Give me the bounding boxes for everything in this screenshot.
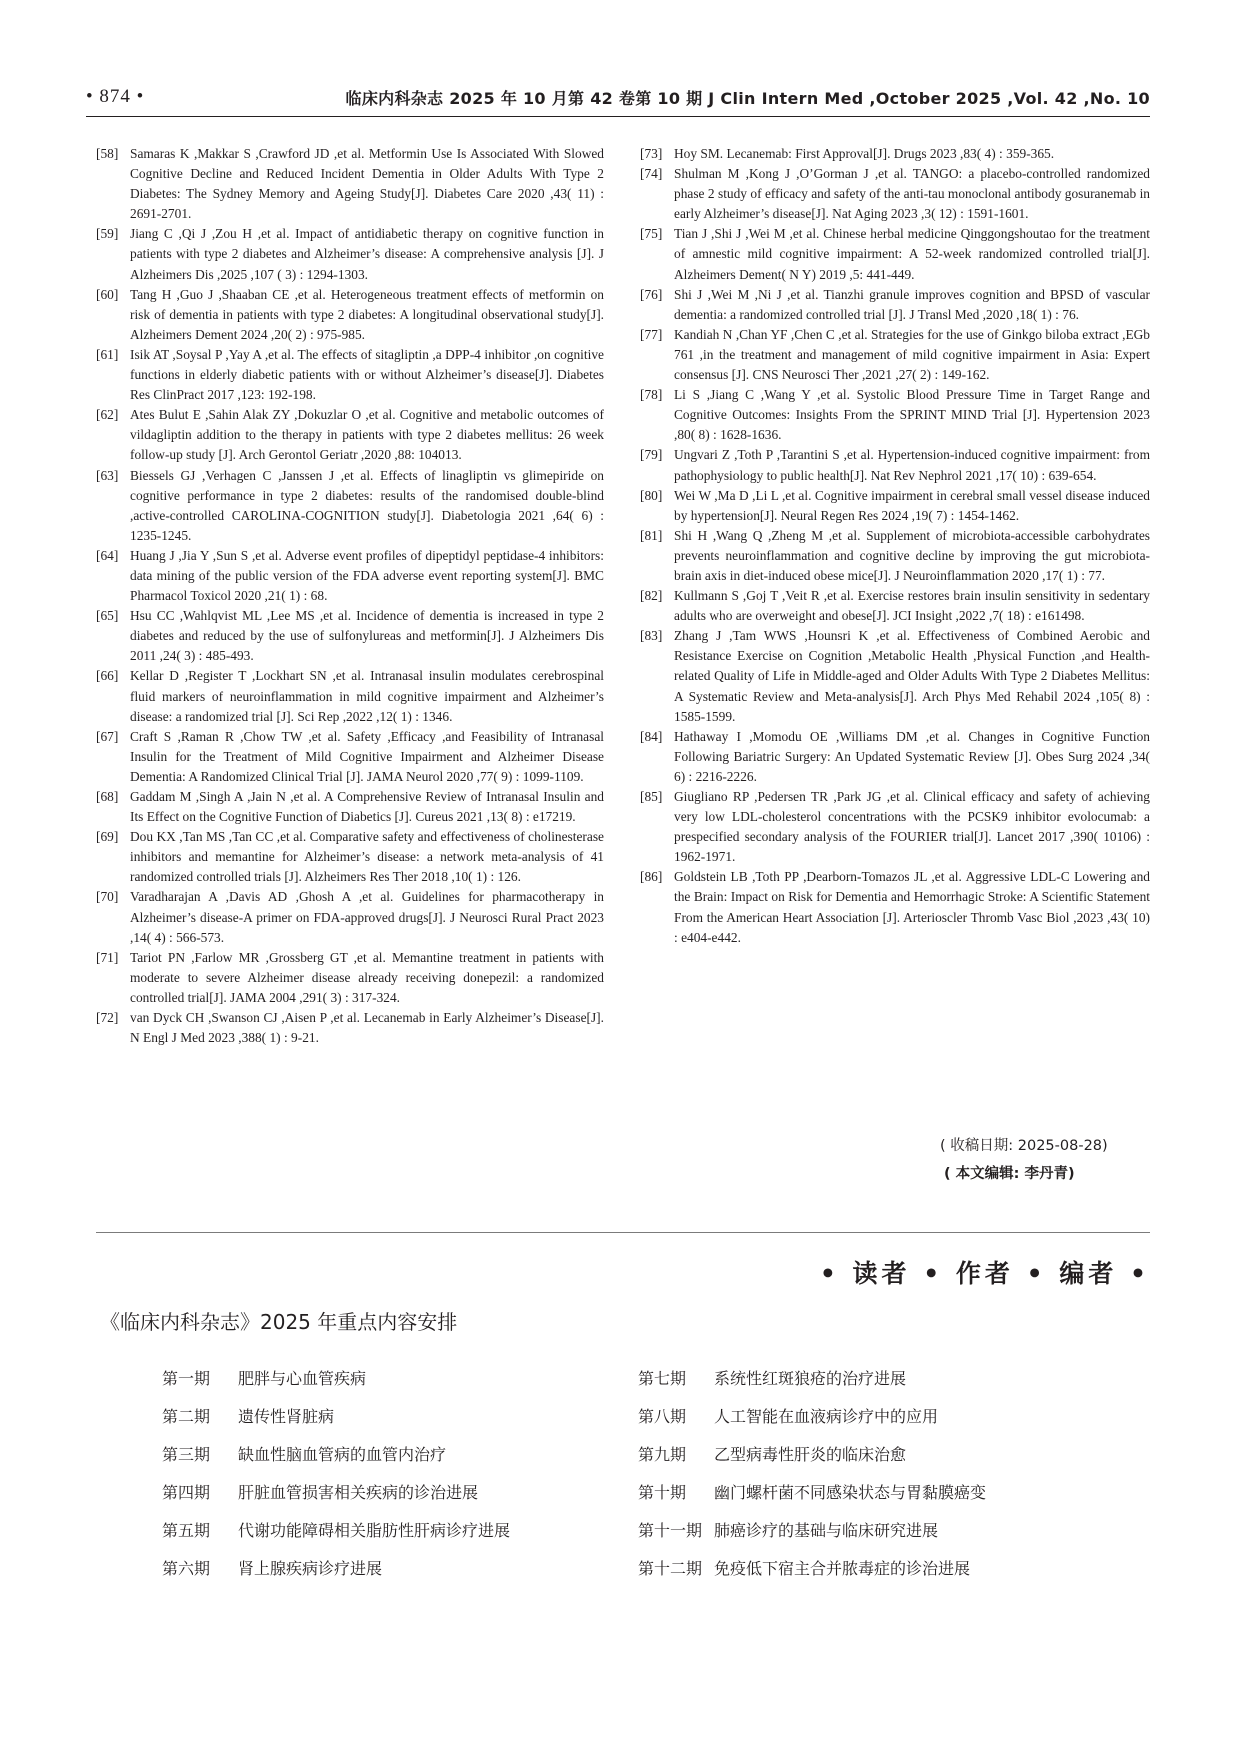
page-number: • 874 • <box>86 86 145 107</box>
reference-item <box>96 606 604 666</box>
reference-number: [66] <box>96 668 119 684</box>
schedule-issue: 第二期 <box>162 1407 211 1426</box>
schedule-item <box>638 1521 986 1559</box>
reference-item <box>96 546 604 606</box>
reference-text: Zhang J ,Tam WWS ,Hounsri K ,et al. Effectiveness of Combined Aerobic and Resistance Exercise on Cognition ,Metabolic Health ,Physical Function ,and Health-related Quality of Life in Middle-aged and Older Adults With Type 2 Diabetes Mellitus: A Systematic Review and Meta-analysis[J]. Arch Phys Med Rehabil 2024 ,105( 8) : 1585-1599. <box>674 628 1150 724</box>
reference-item <box>640 626 1150 726</box>
editor-note: ( 本文编辑: 李丹青) <box>944 1166 1075 1182</box>
reference-item <box>96 285 604 345</box>
schedule-issue: 第七期 <box>638 1369 687 1388</box>
reference-text: Hsu CC ,Wahlqvist ML ,Lee MS ,et al. Incidence of dementia is increased in type 2 diabetes and reduced by the use of sulfonylureas and metformin[J]. J Alzheimers Dis 2011 ,24( 3) : 485-493. <box>130 608 604 664</box>
schedule-item <box>162 1407 510 1445</box>
schedule-item <box>638 1369 986 1407</box>
reference-number: [59] <box>96 226 119 242</box>
reference-number: [65] <box>96 608 119 624</box>
reference-number: [83] <box>640 628 663 644</box>
reference-number: [76] <box>640 286 663 302</box>
schedule-topic: 缺血性脑血管病的血管内治疗 <box>238 1445 447 1464</box>
reference-number: [86] <box>640 869 663 885</box>
reference-text: Kandiah N ,Chan YF ,Chen C ,et al. Strategies for the use of Ginkgo biloba extract ,EGb 761 ,in the treatment and management of mild cognitive impairment in Asia: Expert consensus [J]. CNS Neurosci Ther ,2021 ,27( 2) : 149-162. <box>674 326 1150 383</box>
reference-text: Shulman M ,Kong J ,O’Gorman J ,et al. TANGO: a placebo-controlled randomized phase 2 study of efficacy and safety of the anti-tau monoclonal antibody gosuranemab in early Alzheimer’s disease[J]. Nat Aging 2023 ,3( 12) : 1591-1601. <box>674 166 1150 222</box>
reference-text: van Dyck CH ,Swanson CJ ,Aisen P ,et al. Lecanemab in Early Alzheimer’s Disease[J]. N Engl J Med 2023 ,388( 1) : 9-21. <box>130 1010 604 1046</box>
reference-item <box>640 385 1150 445</box>
reference-text: Ungvari Z ,Toth P ,Tarantini S ,et al. Hypertension-induced cognitive impairment: from pathophysiology to public health[J]. Nat Rev Nephrol 2021 ,17( 10) : 639-654. <box>674 447 1150 483</box>
reference-number: [61] <box>96 346 119 362</box>
reference-text: Li S ,Jiang C ,Wang Y ,et al. Systolic Blood Pressure Time in Target Range and Cognitive Outcomes: Insights From the SPRINT MIND Trial [J]. Hypertension 2023 ,80( 8) : 1628-1636. <box>674 387 1150 443</box>
reference-number: [79] <box>640 447 663 463</box>
schedule-topic: 人工智能在血液病诊疗中的应用 <box>714 1407 939 1426</box>
reference-number: [71] <box>96 949 119 965</box>
reference-text: Craft S ,Raman R ,Chow TW ,et al. Safety ,Efficacy ,and Feasibility of Intranasal Insulin for the Treatment of Mild Cognitive Impairment and Alzheimer Disease Dementia: A Randomized Clinical Trial [J]. JAMA Neurol 2020 ,77( 9) : 1099-1109. <box>130 728 604 784</box>
reference-text: Kellar D ,Register T ,Lockhart SN ,et al. Intranasal insulin modulates cerebrospinal fluid markers of neuroinflammation in mild cognitive impairment and Alzheimer’s disease: a randomized trial [J]. Sci Rep ,2022 ,12( 1) : 1346. <box>130 668 604 724</box>
schedule-issue: 第十期 <box>638 1483 687 1502</box>
reference-item <box>96 666 604 726</box>
reference-item <box>640 285 1150 325</box>
reference-item <box>96 144 604 224</box>
reference-number: [62] <box>96 407 119 423</box>
reference-item <box>96 466 604 546</box>
schedule-item <box>638 1559 986 1597</box>
schedule-topic: 系统性红斑狼疮的治疗进展 <box>714 1369 907 1388</box>
schedule-list-right <box>638 1369 986 1597</box>
schedule-item <box>162 1521 510 1559</box>
reference-number: [80] <box>640 487 663 503</box>
section-divider <box>96 1232 1150 1233</box>
reference-text: Kullmann S ,Goj T ,Veit R ,et al. Exercise restores brain insulin sensitivity in sedentary adults who are overweight and obese[J]. JCI Insight ,2022 ,7( 18) : e161498. <box>674 588 1150 624</box>
schedule-issue: 第十一期 <box>638 1521 703 1540</box>
reference-number: [85] <box>640 789 663 804</box>
schedule-issue: 第一期 <box>162 1369 211 1388</box>
schedule-item <box>162 1559 510 1597</box>
schedule-topic: 幽门螺杆菌不同感染状态与胃黏膜癌变 <box>714 1483 987 1502</box>
reference-item <box>96 827 604 887</box>
reference-item <box>640 224 1150 284</box>
schedule-item <box>638 1483 986 1521</box>
reference-item <box>96 345 604 405</box>
schedule-item <box>638 1445 986 1483</box>
schedule-issue: 第六期 <box>162 1559 211 1578</box>
reference-text: Goldstein LB ,Toth PP ,Dearborn-Tomazos JL ,et al. Aggressive LDL-C Lowering and the Brain: Impact on Risk for Dementia and Hemorrhagic Stroke: A Scientific Statement From the American Heart Association [J]. Arterioscler Thromb Vasc Biol ,2023 ,43( 10) : e404-e442. <box>674 869 1150 945</box>
reference-text: Huang J ,Jia Y ,Sun S ,et al. Adverse event profiles of dipeptidyl peptidase-4 inhibitors: data mining of the public version of the FDA adverse event reporting system[J]. BMC Pharmacol Toxicol 2020 ,21( 1) : 68. <box>130 547 604 604</box>
reference-item <box>640 144 1150 164</box>
reference-text: Varadharajan A ,Davis AD ,Ghosh A ,et al. Guidelines for pharmacotherapy in Alzheimer’s disease-A primer on FDA-approved drugs[J]. J Neurosci Rural Pract 2023 ,14( 4) : 566-573. <box>130 889 604 945</box>
reference-number: [69] <box>96 829 119 845</box>
schedule-topic: 遗传性肾脏病 <box>238 1407 335 1426</box>
reference-text: Samaras K ,Makkar S ,Crawford JD ,et al. Metformin Use Is Associated With Slowed Cognitive Decline and Reduced Incident Dementia in Older Adults With Type 2 Diabetes: The Sydney Memory and Ageing Study[J]. Diabetes Care 2020 ,43( 11) : 2691-2701. <box>130 146 604 222</box>
reference-number: [58] <box>96 146 119 161</box>
running-head: 临床内科杂志 2025 年 10 月第 42 卷第 10 期 J Clin Intern Med ,October 2025 ,Vol. 42 ,No. 10 <box>345 89 1150 108</box>
schedule-issue: 第十二期 <box>638 1559 703 1578</box>
reference-text: Gaddam M ,Singh A ,Jain N ,et al. A Comprehensive Review of Intranasal Insulin and Its Effect on the Cognitive Function of Diabetics [J]. Cureus 2021 ,13( 8) : e17219. <box>130 789 604 825</box>
reference-list-left <box>96 144 604 1048</box>
reference-text: Hoy SM. Lecanemab: First Approval[J]. Drugs 2023 ,83( 4) : 359-365. <box>674 146 1055 161</box>
page-header <box>86 86 1150 117</box>
reference-text: Shi H ,Wang Q ,Zheng M ,et al. Supplement of microbiota-accessible carbohydrates prevents neuroinflammation and cognitive decline by improving the gut microbiota-brain axis in diet-induced obese mice[J]. J Neuroinflammation 2020 ,17( 1) : 77. <box>674 527 1150 583</box>
schedule-issue: 第九期 <box>638 1445 687 1464</box>
reference-item <box>640 867 1150 947</box>
reference-text: Tang H ,Guo J ,Shaaban CE ,et al. Heterogeneous treatment effects of metformin on risk of dementia in patients with type 2 diabetes: A longitudinal observational study[J]. Alzheimers Dement 2024 ,20( 2) : 975-985. <box>130 286 604 342</box>
schedule-topic: 免疫低下宿主合并脓毒症的诊治进展 <box>714 1559 971 1578</box>
schedule-topic: 肾上腺疾病诊疗进展 <box>238 1559 383 1578</box>
reference-number: [63] <box>96 467 119 483</box>
schedule-issue: 第八期 <box>638 1407 687 1426</box>
reference-item <box>640 526 1150 586</box>
reference-item <box>96 948 604 1008</box>
reference-text: Tian J ,Shi J ,Wei M ,et al. Chinese herbal medicine Qinggongshoutao for the treatment of amnestic mild cognitive impairment: A 52-week randomized controlled trial[J]. Alzheimers Dement( N Y) 2019 ,5: 441-449. <box>674 226 1150 282</box>
reference-item <box>640 164 1150 224</box>
schedule-topic: 肺癌诊疗的基础与临床研究进展 <box>714 1521 939 1540</box>
reference-number: [72] <box>96 1010 119 1026</box>
reference-number: [84] <box>640 728 663 744</box>
reference-number: [77] <box>640 326 663 342</box>
reference-list-right <box>640 144 1150 948</box>
reference-text: Isik AT ,Soysal P ,Yay A ,et al. The effects of sitagliptin ,a DPP-4 inhibitor ,on cognitive functions in elderly diabetic patients with or without Alzheimer’s disease[J]. Diabetes Res ClinPract 2017 ,123: 192-198. <box>130 346 604 403</box>
reference-item <box>96 405 604 465</box>
reference-number: [81] <box>640 527 663 543</box>
schedule-item <box>162 1483 510 1521</box>
reference-item <box>640 486 1150 526</box>
schedule-topic: 代谢功能障碍相关脂肪性肝病诊疗进展 <box>238 1521 511 1540</box>
reference-item <box>640 586 1150 626</box>
notice-title: 《临床内科杂志》2025 年重点内容安排 <box>100 1310 458 1334</box>
schedule-topic: 肥胖与心血管疾病 <box>238 1369 367 1388</box>
schedule-topic: 乙型病毒性肝炎的临床治愈 <box>714 1445 907 1464</box>
schedule-list-left <box>162 1369 510 1597</box>
reference-number: [68] <box>96 789 119 804</box>
reference-number: [82] <box>640 588 663 604</box>
reference-number: [75] <box>640 226 663 242</box>
section-banner: • 读者 • 作者 • 编者 • <box>819 1259 1150 1288</box>
reference-number: [60] <box>96 286 119 302</box>
schedule-item <box>162 1445 510 1483</box>
reference-number: [67] <box>96 728 119 744</box>
reference-item <box>640 325 1150 385</box>
received-date: ( 收稿日期: 2025-08-28) <box>940 1138 1108 1154</box>
reference-number: [73] <box>640 146 663 161</box>
reference-text: Tariot PN ,Farlow MR ,Grossberg GT ,et al. Memantine treatment in patients with moderate to severe Alzheimer disease already receiving donepezil: a randomized controlled trial[J]. JAMA 2004 ,291( 3) : 317-324. <box>130 949 604 1005</box>
schedule-issue: 第四期 <box>162 1483 211 1502</box>
schedule-issue: 第五期 <box>162 1521 211 1540</box>
reference-text: Giugliano RP ,Pedersen TR ,Park JG ,et al. Clinical efficacy and safety of achieving very low LDL-cholesterol concentrations with the PCSK9 inhibitor evolocumab: a prespecified secondary analysis of the FOURIER trial[J]. Lancet 2017 ,390( 10106) : 1962-1971. <box>674 789 1150 865</box>
reference-number: [64] <box>96 547 119 563</box>
reference-text: Hathaway I ,Momodu OE ,Williams DM ,et al. Changes in Cognitive Function Following Bariatric Surgery: An Updated Systematic Review [J]. Obes Surg 2024 ,34( 6) : 2216-2226. <box>674 728 1150 784</box>
reference-text: Shi J ,Wei M ,Ni J ,et al. Tianzhi granule improves cognition and BPSD of vascular dementia: a randomized controlled trial [J]. J Transl Med ,2020 ,18( 1) : 76. <box>674 286 1150 322</box>
reference-item <box>96 727 604 787</box>
reference-item <box>640 727 1150 787</box>
reference-text: Wei W ,Ma D ,Li L ,et al. Cognitive impairment in cerebral small vessel disease induced by hypertension[J]. Neural Regen Res 2024 ,19( 7) : 1454-1462. <box>674 487 1150 523</box>
reference-item <box>96 224 604 284</box>
reference-item <box>96 1008 604 1048</box>
schedule-issue: 第三期 <box>162 1445 211 1464</box>
reference-number: [74] <box>640 166 663 182</box>
schedule-item <box>638 1407 986 1445</box>
reference-item <box>96 787 604 827</box>
schedule-item <box>162 1369 510 1407</box>
schedule-topic: 肝脏血管损害相关疾病的诊治进展 <box>238 1483 479 1502</box>
reference-number: [78] <box>640 387 663 403</box>
reference-item <box>640 787 1150 867</box>
reference-item <box>640 445 1150 485</box>
reference-text: Biessels GJ ,Verhagen C ,Janssen J ,et al. Effects of linagliptin vs glimepiride on cognitive performance in type 2 diabetes: results of the randomised double-blind ,active-controlled CAROLINA-COGNITION study[J]. Diabetologia 2021 ,64( 6) : 1235-1245. <box>130 467 604 543</box>
reference-number: [70] <box>96 889 119 905</box>
reference-text: Dou KX ,Tan MS ,Tan CC ,et al. Comparative safety and effectiveness of cholinesterase inhibitors and memantine for Alzheimer’s disease: a network meta-analysis of 41 randomized controlled trials [J]. Alzheimers Res Ther 2018 ,10( 1) : 126. <box>130 829 604 885</box>
reference-text: Jiang C ,Qi J ,Zou H ,et al. Impact of antidiabetic therapy on cognitive function in patients with type 2 diabetes and Alzheimer’s disease: A comprehensive analysis [J]. J Alzheimers Dis ,2025 ,107 ( 3) : 1294-1303. <box>130 226 604 282</box>
reference-text: Ates Bulut E ,Sahin Alak ZY ,Dokuzlar O ,et al. Cognitive and metabolic outcomes of vildagliptin addition to the therapy in patients with type 2 diabetes mellitus: 26 week follow-up study [J]. Arch Gerontol Geriatr ,2020 ,88: 104013. <box>130 407 604 463</box>
reference-item <box>96 887 604 947</box>
